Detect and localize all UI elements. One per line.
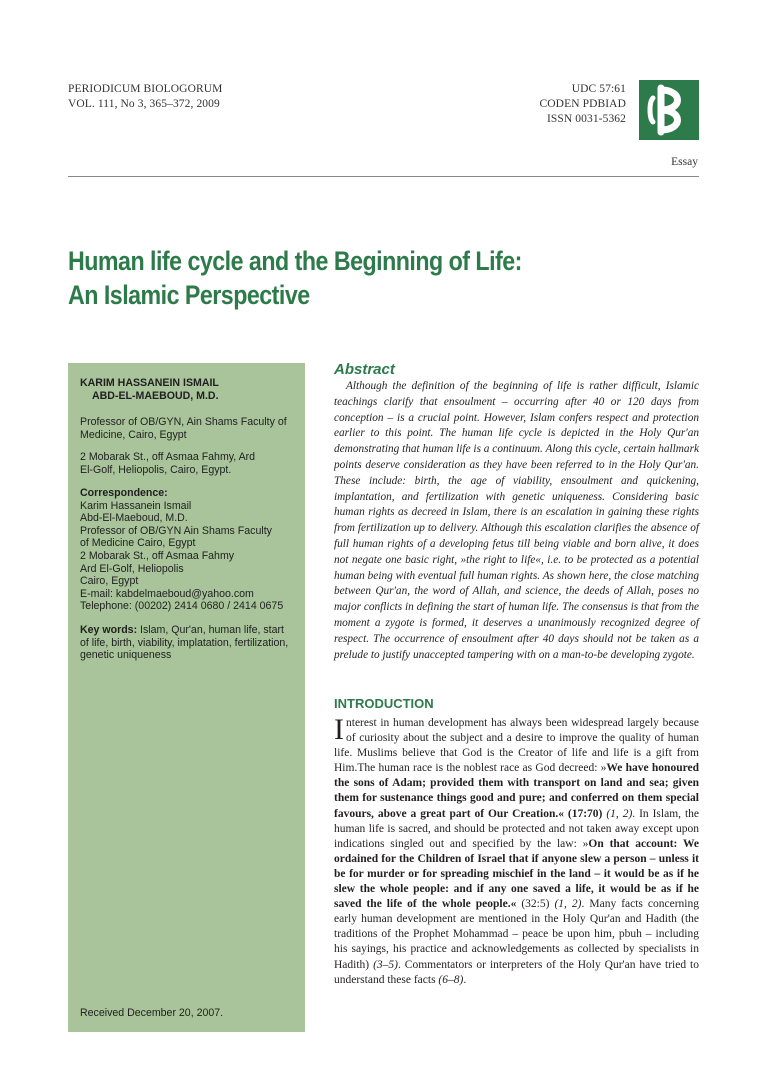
address-line: 2 Mobarak St., off Asmaa Fahmy, Ard [80, 451, 256, 463]
intro-text: . [463, 973, 467, 986]
journal-volume: VOL. 111, No 3, 365–372, 2009 [68, 98, 220, 110]
keywords-label: Key words: [80, 624, 138, 636]
author-address [80, 451, 300, 476]
abstract-heading: Abstract [334, 361, 395, 378]
citation: (1, 2) [554, 898, 582, 911]
keywords-block [80, 624, 300, 662]
affiliation-line: Professor of OB/GYN, Ain Shams Faculty of [80, 416, 287, 428]
keywords-line: Islam, Qur'an, human life, start [137, 624, 284, 636]
introduction-text [334, 713, 699, 988]
introduction-heading: INTRODUCTION [334, 696, 434, 711]
author-name-line: KARIM HASSANEIN ISMAIL [80, 377, 219, 389]
abstract-text [334, 379, 699, 663]
journal-header-right [440, 82, 626, 127]
issn-code: ISSN 0031-5362 [546, 113, 626, 125]
keywords-line: of life, birth, viability, implatation, fertilization, [80, 636, 289, 649]
title-line-1: Human life cycle and the Beginning of Life: [68, 246, 522, 276]
correspondence-line: Cairo, Egypt [80, 575, 139, 588]
email-line[interactable]: E-mail: kabdelmaeboud@yahoo.com [80, 587, 254, 600]
citation: (1, 2) [602, 807, 633, 820]
journal-header-left [68, 82, 348, 112]
keywords-line: genetic uniqueness [80, 649, 172, 662]
intro-text: . Commentators or interpreters of the Holy Qur'an have tried to understand these facts [334, 958, 699, 986]
coden-code: CODEN PDBIAD [539, 98, 626, 110]
correspondence-line: of Medicine Cairo, Egypt [80, 537, 196, 550]
received-date: Received December 20, 2007. [80, 1007, 224, 1019]
abstract-paragraph: Although the definition of the beginning of life is rather difficult, Islamic teachings clarify that ensoulment – occurring after 40 or 120 days from conception – is a crucial point. However, Islam confers respect and protection earlier to this point. The human life cycle is depicted in the Holy Qur'an demonstrating that human life is a continuum. Along this cycle, certain hallmark points deserve consideration as they have been referred to in the Holy Qur'an. These include: birth, the age of viability, ensoulment and quickening, implantation, and fertilization with genetic uniqueness. Considering basic human rights as decreed in Islam, there is an escalation in gaining these rights from fertilization up to delivery. Although this escalation clarifies the absence of full human rights of a developing fetus till being viable and born alive, it does not negate one basic right, »the right to life«, i.e. to be protected as a potential human being with eventual full human rights. As shown here, the close matching between Qur'an, the word of Allah, and science, the deeds of Allah, poses no major conflicts in defining the start of human life. The consensus is that from the moment a zygote is formed, it deserves a unanimously recognized degree of respect. The occurrence of ensoulment after 40 days should not be taken as a prelude to justify unaccepted tampering with on a man-to-be developing zygote. [334, 380, 699, 661]
author-name-line: ABD-EL-MAEBOUD, M.D. [92, 389, 219, 402]
author-names [80, 377, 295, 402]
correspondence-line: Professor of OB/GYN Ain Shams Faculty [80, 524, 272, 537]
intro-text: nterest in human development has always been widespread largely because of curiosity about the subject and a desire to improve the quality of human life. Muslims believe that God is the Creator of life and life is a gift from Him.The human race is the noblest race as God decreed: » [334, 717, 699, 775]
intro-text: (32:5) [516, 898, 555, 911]
correspondence-line: Karim Hassanein Ismail [80, 499, 192, 512]
author-affiliation [80, 416, 300, 441]
quran-quote: On that account: We ordained for the Children of Israel that if anyone slew a person – unless it be for murder or for spreading mischief in the land – it would be as if he slew the whole people: and if any one saved a life, it would be as if he saved the life of the whole people.« [334, 837, 699, 911]
correspondence-line: 2 Mobarak St., off Asmaa Fahmy [80, 549, 235, 562]
udc-code: UDC 57:61 [571, 83, 626, 95]
affiliation-line: Medicine, Cairo, Egypt [80, 428, 187, 441]
journal-logo-icon [639, 80, 699, 140]
correspondence-line: Abd-El-Maeboud, M.D. [80, 512, 188, 525]
article-title [68, 244, 618, 312]
title-line-2: An Islamic Perspective [68, 280, 310, 310]
header-divider [68, 176, 699, 177]
correspondence-label: Correspondence: [80, 487, 168, 499]
quran-quote: We have honoured the sons of Adam; provided them with transport on land and sea; given them for sustenance things good and pure; and conferred on them special favours, above a great part of Our Creation.« (17:70) [334, 762, 699, 820]
intro-text: . Many facts concerning early human development are mentioned in the Holy Qur'an and Hadith (the traditions of the Prophet Mohammad – peace be upon him, pbuh – including his sayings, his practice and acknowledgements as collected by specialists in Hadith) [334, 898, 699, 971]
drop-cap: I [334, 713, 344, 746]
telephone-line: Telephone: (00202) 2414 0680 / 2414 0675 [80, 600, 284, 613]
correspondence-line: Ard El-Golf, Heliopolis [80, 562, 184, 575]
journal-name: PERIODICUM BIOLOGORUM [68, 83, 223, 95]
citation: (6–8) [438, 973, 464, 986]
section-label: Essay [671, 156, 698, 168]
correspondence-block [80, 487, 300, 613]
intro-text: . In Islam, the human life is sacred, and should be protected and not taken away except upon indications singled out and specified by the law: » [334, 807, 699, 850]
address-line: El-Golf, Heliopolis, Cairo, Egypt. [80, 463, 232, 476]
citation: (3–5) [373, 958, 398, 971]
